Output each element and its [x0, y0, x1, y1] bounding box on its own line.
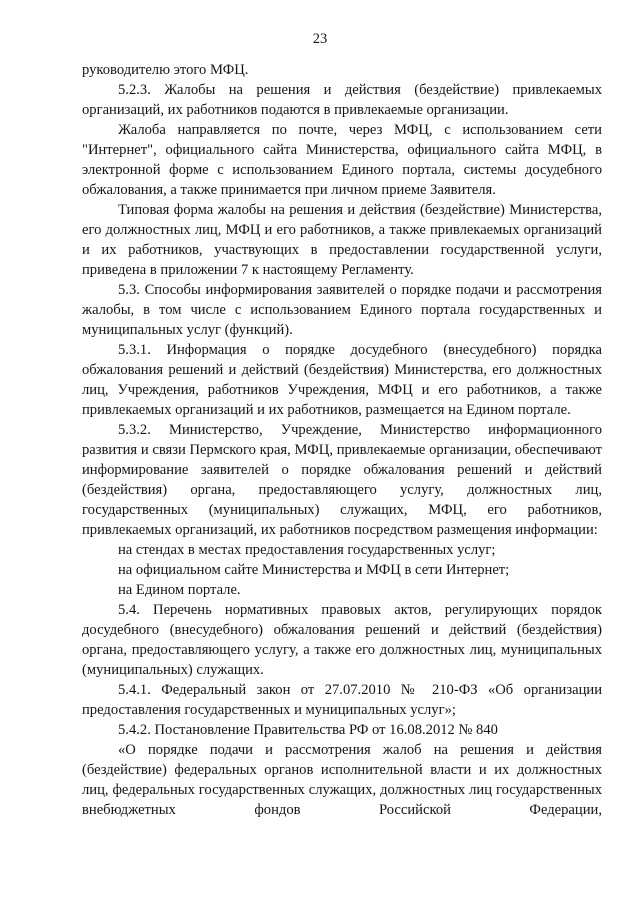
paragraph-resolution-title: «О порядке подачи и рассмотрения жалоб на решения и действия (бездействие) федеральных органов исполнительной власти и их должностных лиц, федеральных государственных служащих, должностных лиц государственных внебюджетных фондов Российской Федерации, — [82, 742, 602, 818]
paragraph-5-3-2: 5.3.2. Министерство, Учреждение, Министерство информационного развития и связи Пермского края, МФЦ, привлекаемые организации, обеспечивают информирование заявителей о порядке обжалования решений и действий (бездействия) органа, предоставляющего услугу, должностных лиц, государственных (муниципальных) служащих, МФЦ, его работников, привлекаемых организаций, их работников посредством размещения информации: — [82, 422, 602, 538]
paragraph-5-4-1: 5.4.1. Федеральный закон от 27.07.2010 № 210-ФЗ «Об организации предоставления государственных и муниципальных услуг»; — [82, 682, 602, 718]
paragraph-5-2-3: 5.2.3. Жалобы на решения и действия (бездействие) привлекаемых организаций, их работников подаются в привлекаемые организации. — [82, 82, 602, 118]
paragraph-5-3: 5.3. Способы информирования заявителей о порядке подачи и рассмотрения жалобы, в том числе с использованием Единого портала государственных и муниципальных услуг (функций). — [82, 282, 602, 338]
list-item-official-site: на официальном сайте Министерства и МФЦ в сети Интернет; — [118, 562, 510, 578]
document-body — [82, 60, 602, 820]
paragraph-5-4-2: 5.4.2. Постановление Правительства РФ от 16.08.2012 № 840 — [118, 722, 498, 738]
paragraph-5-3-1: 5.3.1. Информация о порядке досудебного (внесудебного) порядка обжалования решений и действий (бездействия) Министерства, его должностных лиц, Учреждения, работников Учреждения, МФЦ и его работников, а также привлекаемых организаций и их работников, размещается на Едином портале. — [82, 342, 602, 418]
paragraph-complaint-channels: Жалоба направляется по почте, через МФЦ, с использованием сети "Интернет", официального сайта Министерства, официального сайта МФЦ, в электронной форме с использованием Единого портала, системы досудебного обжалования, а также принимается при личном приеме Заявителя. — [82, 122, 602, 198]
paragraph-typical-form: Типовая форма жалобы на решения и действия (бездействие) Министерства, его должностных лиц, МФЦ и его работников, а также привлекаемых организаций и их работников, участвующих в предоставлении государственной услуги, приведена в приложении 7 к настоящему Регламенту. — [82, 202, 602, 278]
page-number: 23 — [312, 31, 328, 47]
list-item-stands: на стендах в местах предоставления государственных услуг; — [118, 542, 496, 558]
list-item-unified-portal: на Едином портале. — [118, 582, 241, 598]
paragraph-continuation: руководителю этого МФЦ. — [82, 62, 249, 78]
paragraph-5-4: 5.4. Перечень нормативных правовых актов, регулирующих порядок досудебного (внесудебного) обжалования решений и действий (бездействия) органа, предоставляющего услугу, а также его должностных лиц, муниципальных (муниципальных) служащих. — [82, 602, 602, 678]
